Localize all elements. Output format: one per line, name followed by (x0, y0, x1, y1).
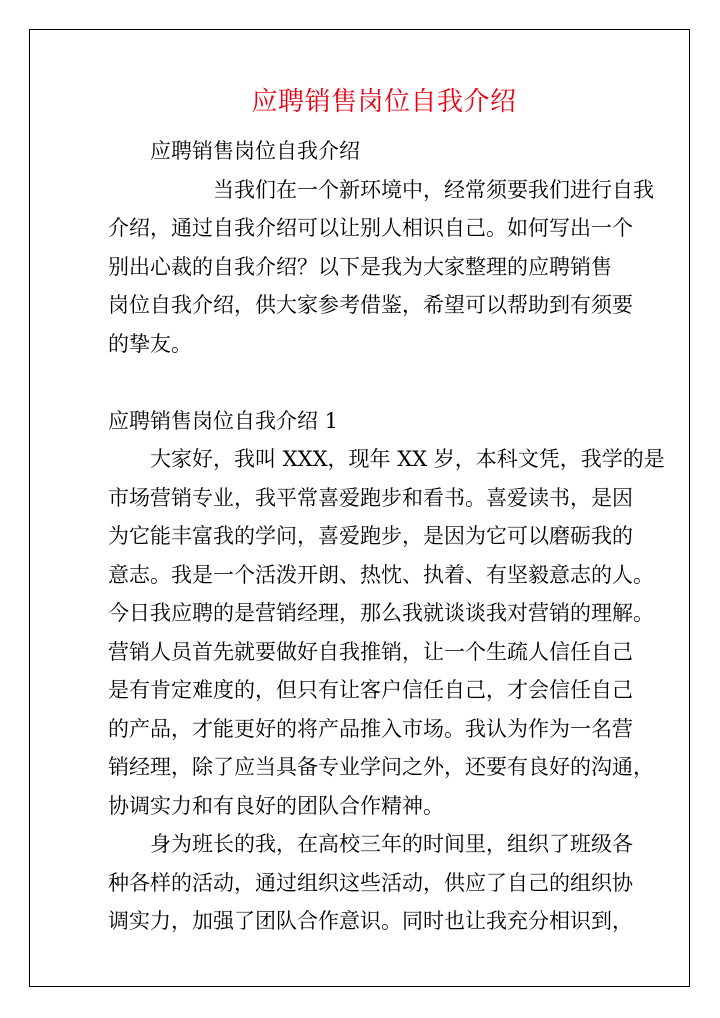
document-title: 应聘销售岗位自我介绍 (251, 87, 517, 117)
body-line: 今日我应聘的是营销经理，那么我就谈谈我对营销的理解。 (108, 601, 654, 625)
body-line: 调实力，加强了团队合作意识。同时也让我充分相识到， (108, 909, 633, 933)
body-line: 当我们在一个新环境中，经常须要我们进行自我 (108, 177, 654, 202)
body-line: 应聘销售岗位自我介绍 (108, 139, 360, 163)
body-line: 岗位自我介绍，供大家参考借鉴，希望可以帮助到有须要 (108, 293, 633, 317)
body-line: 大家好，我叫 XXX，现年 XX 岁，本科文凭，我学的是 (108, 447, 665, 471)
body-line: 协调实力和有良好的团队合作精神。 (108, 793, 444, 818)
body-line: 的产品，才能更好的将产品推入市场。我认为作为一名营 (108, 716, 633, 741)
body-line: 是有肯定难度的，但只有让客户信任自己，才会信任自己 (108, 678, 633, 702)
body-line: 销经理，除了应当具备专业学问之外，还要有良好的沟通， (108, 755, 654, 779)
body-line: 的挚友。 (108, 331, 192, 356)
body-line: 别出心裁的自我介绍？以下是我为大家整理的应聘销售 (108, 254, 612, 279)
body-line: 应聘销售岗位自我介绍 1 (108, 408, 339, 433)
body-line: 为它能丰富我的学问，喜爱跑步，是因为它可以磨砺我的 (108, 524, 633, 548)
body-line: 身为班长的我，在高校三年的时间里，组织了班级各 (108, 832, 633, 856)
body-line: 意志。我是一个活泼开朗、热忱、执着、有坚毅意志的人。 (108, 562, 654, 587)
blank-line (108, 364, 668, 400)
body-line: 种各样的活动，通过组织这些活动，供应了自己的组织协 (108, 870, 633, 895)
body-line: 介绍，通过自我介绍可以让别人相识自己。如何写出一个 (108, 216, 633, 240)
body-line: 市场营销专业，我平常喜爱跑步和看书。喜爱读书，是因 (108, 485, 633, 510)
body-line: 营销人员首先就要做好自我推销，让一个生疏人信任自己 (108, 639, 633, 664)
